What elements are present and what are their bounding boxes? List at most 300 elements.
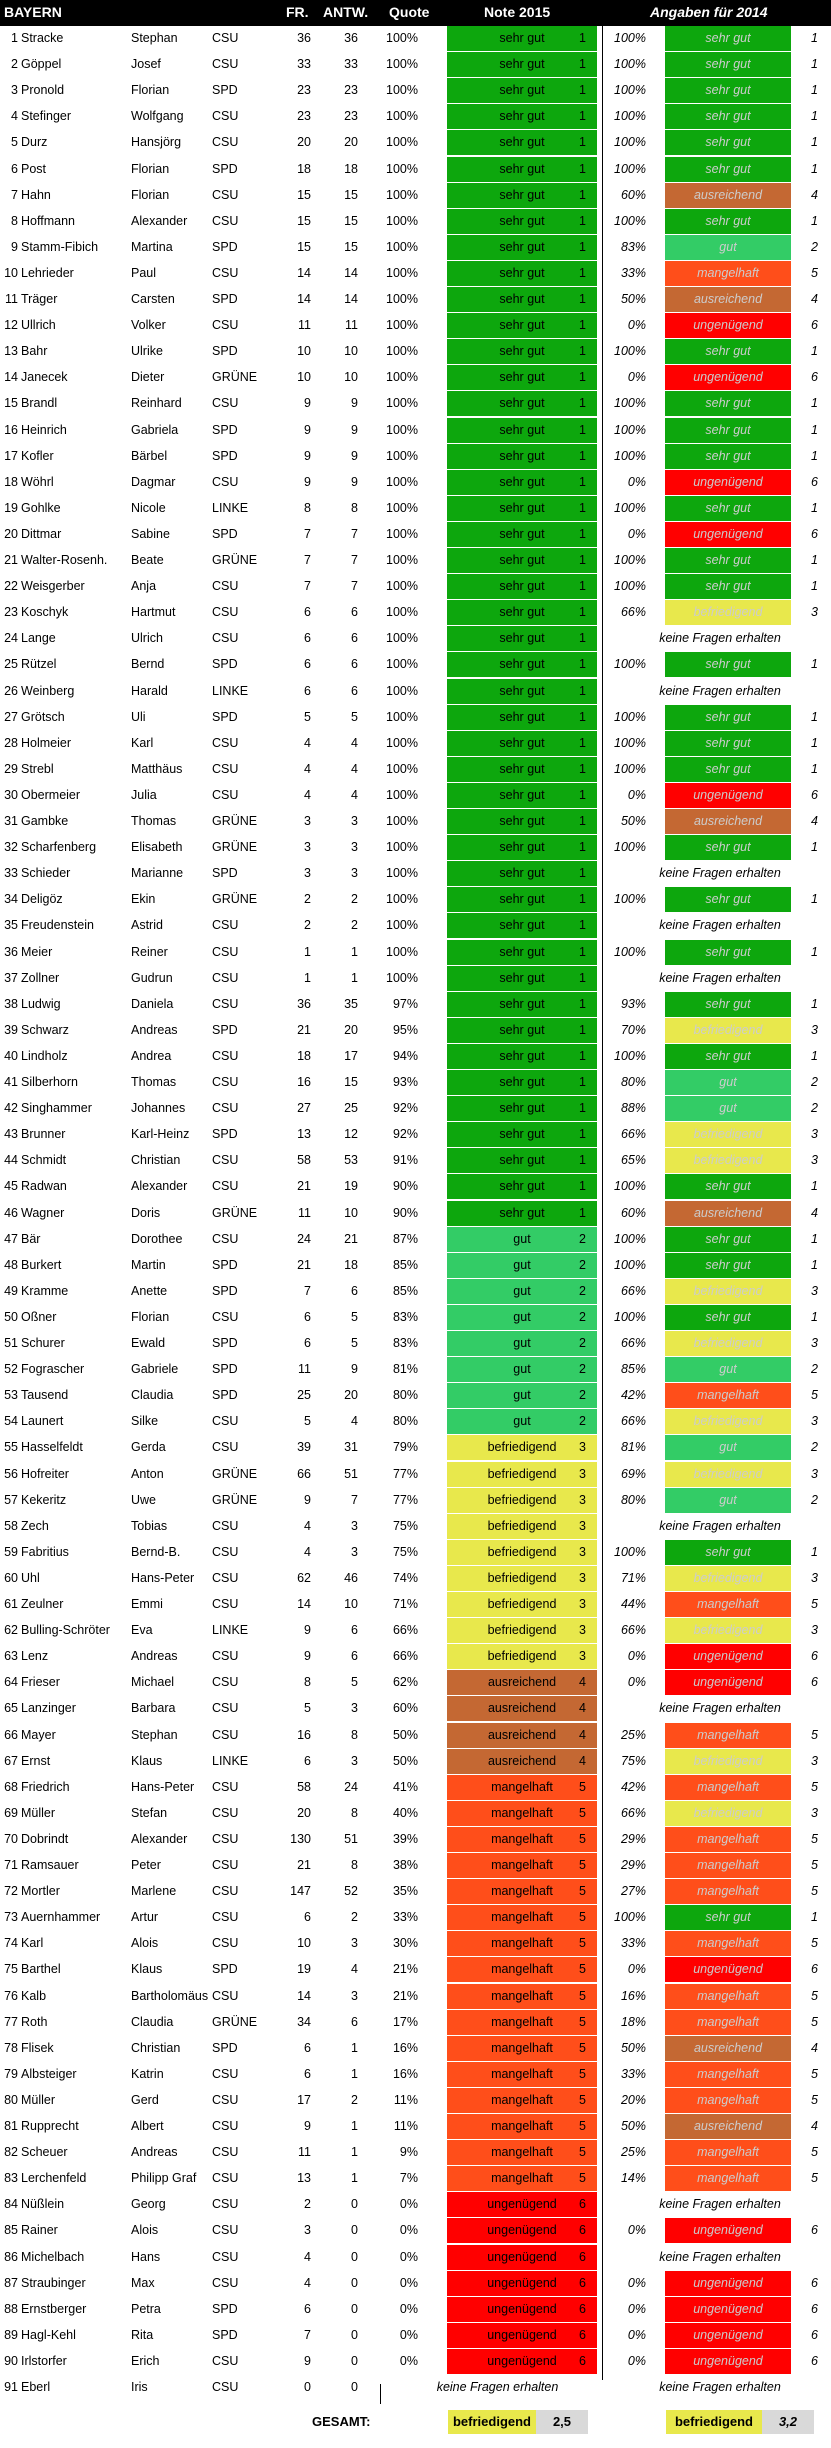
grade-2014-cell: ausreichend [665, 1201, 791, 1226]
answers-count: 15 [344, 239, 358, 254]
table-row [0, 2297, 831, 2323]
answer-rate-2014: 100% [614, 135, 646, 150]
questions-count: 9 [304, 2119, 311, 2133]
answers-count: 5 [351, 1309, 358, 1324]
questions-count: 4 [304, 2249, 311, 2264]
answer-rate: 97% [392, 996, 418, 1011]
member-party: CSU [212, 579, 239, 594]
grade-2014-number: 4 [811, 2040, 818, 2055]
row-number: 5 [11, 135, 18, 150]
member-party: SPD [212, 292, 238, 306]
member-party: CSU [212, 213, 239, 228]
questions-count: 23 [297, 83, 311, 98]
answer-rate: 85% [392, 1283, 418, 1298]
answer-rate-2014: 100% [614, 1179, 646, 1194]
grade-2015-cell: sehr gut [447, 1148, 597, 1173]
member-lastname: Kramme [21, 1283, 69, 1298]
grade-2015-cell: gut [447, 1331, 597, 1356]
row-number: 29 [4, 761, 18, 776]
row-number: 31 [4, 814, 18, 828]
row-number: 86 [4, 2249, 18, 2264]
questions-count: 9 [304, 2353, 311, 2368]
answer-rate: 83% [392, 1336, 418, 1350]
member-party: CSU [212, 2275, 239, 2290]
answer-rate-2014: 0% [627, 1675, 646, 1690]
grade-2014-number: 4 [811, 2119, 818, 2133]
grade-2014-number: 1 [811, 422, 818, 437]
grade-2015-cell: sehr gut [447, 1018, 597, 1043]
answers-count: 2 [351, 918, 358, 933]
member-lastname: Weisgerber [21, 579, 85, 594]
answer-rate: 100% [386, 265, 418, 280]
questions-count: 3 [304, 2223, 311, 2238]
member-party: CSU [212, 187, 239, 202]
member-firstname: Beate [131, 553, 164, 567]
grade-2014-cell: ausreichend [665, 2036, 791, 2061]
grade-2015-number: 1 [579, 57, 586, 72]
member-firstname: Alexander [131, 1831, 188, 1846]
grade-2015-number: 1 [579, 840, 586, 855]
member-firstname: Ewald [131, 1336, 166, 1350]
answers-count: 3 [351, 1544, 358, 1559]
row-number: 20 [4, 526, 18, 541]
answer-rate: 100% [386, 579, 418, 594]
answers-count: 19 [344, 1179, 358, 1194]
grade-2014-cell: sehr gut [665, 757, 791, 782]
answers-count: 0 [351, 2380, 358, 2394]
answer-rate: 77% [392, 1466, 418, 1481]
answers-count: 7 [351, 1492, 358, 1507]
member-lastname: Silberhorn [21, 1075, 78, 1089]
grade-2015-number: 3 [579, 1492, 586, 1507]
questions-count: 36 [297, 996, 311, 1011]
grade-2015-number: 2 [579, 1231, 586, 1246]
answer-rate-2014: 71% [620, 1570, 646, 1585]
member-party: CSU [212, 1440, 239, 1455]
table-row [0, 1174, 831, 1200]
member-firstname: Sabine [131, 526, 170, 541]
grade-2015-cell: mangelhaft [447, 2114, 597, 2139]
answers-count: 7 [351, 579, 358, 594]
row-number: 43 [4, 1127, 18, 1142]
member-party: CSU [212, 318, 239, 333]
answer-rate: 100% [386, 161, 418, 176]
answer-rate: 87% [392, 1231, 418, 1246]
member-lastname: Friedrich [21, 1779, 70, 1794]
grade-2015-number: 5 [579, 1858, 586, 1872]
grade-2015-number: 1 [579, 761, 586, 776]
answers-count: 15 [344, 213, 358, 228]
member-firstname: Ekin [131, 892, 156, 907]
member-party: CSU [212, 1936, 239, 1951]
answer-rate: 16% [392, 2040, 418, 2055]
answers-count: 2 [351, 1910, 358, 1925]
row-number: 75 [4, 1962, 18, 1977]
member-lastname: Auernhammer [21, 1910, 101, 1925]
questions-count: 14 [297, 1597, 311, 1611]
answers-count: 20 [344, 1022, 358, 1037]
member-lastname: Janecek [21, 370, 68, 385]
answer-rate: 50% [392, 1727, 418, 1742]
grade-2015-number: 1 [579, 1127, 586, 1142]
answers-count: 15 [344, 187, 358, 202]
table-row [0, 2245, 831, 2271]
table-row [0, 1018, 831, 1044]
answer-rate: 17% [392, 2014, 418, 2029]
table-row [0, 548, 831, 574]
member-party: CSU [212, 996, 239, 1011]
table-row [0, 887, 831, 913]
answer-rate-2014: 0% [627, 787, 646, 802]
answers-count: 6 [351, 631, 358, 646]
member-lastname: Hahn [21, 187, 51, 202]
answer-rate-2014: 33% [620, 2066, 646, 2081]
member-party: GRÜNE [212, 2014, 258, 2029]
member-lastname: Hoffmann [21, 213, 75, 228]
questions-count: 13 [297, 2171, 311, 2186]
answer-rate-2014: 66% [620, 605, 646, 620]
answer-rate-2014: 80% [620, 1492, 646, 1507]
answers-count: 24 [344, 1779, 358, 1794]
grade-2014-cell: befriedigend [665, 1801, 791, 1826]
grade-2015-number: 6 [579, 2275, 586, 2290]
answers-count: 8 [351, 1858, 358, 1872]
grade-2015-number: 1 [579, 1075, 586, 1089]
table-row [0, 313, 831, 339]
member-lastname: Zech [21, 1518, 49, 1533]
grade-2014-cell: ausreichend [665, 287, 791, 312]
grade-2014-number: 1 [811, 161, 818, 176]
member-firstname: Ulrike [131, 344, 163, 359]
answer-rate-2014: 14% [620, 2171, 646, 2186]
table-row [0, 1253, 831, 1279]
member-firstname: Georg [131, 2197, 166, 2212]
table-row [0, 209, 831, 235]
grade-2015-cell: gut [447, 1305, 597, 1330]
member-firstname: Alexander [131, 1179, 188, 1194]
row-number: 2 [11, 57, 18, 72]
member-lastname: Kofler [21, 448, 54, 463]
questions-count: 6 [304, 1336, 311, 1350]
answers-count: 1 [351, 2145, 358, 2160]
member-lastname: Kekeritz [21, 1492, 67, 1507]
answers-count: 8 [351, 1727, 358, 1742]
grade-2014-number: 5 [811, 1388, 818, 1403]
member-firstname: Marianne [131, 866, 184, 881]
member-firstname: Erich [131, 2353, 160, 2368]
grade-2014-number: 1 [811, 944, 818, 959]
grade-2014-cell: befriedigend [665, 1122, 791, 1147]
member-lastname: Zollner [21, 970, 60, 985]
total-label: GESAMT: [312, 2414, 371, 2429]
answer-rate: 100% [386, 318, 418, 333]
questions-count: 15 [297, 213, 311, 228]
answer-rate: 100% [386, 918, 418, 933]
table-row [0, 2271, 831, 2297]
grade-2015-number: 5 [579, 2014, 586, 2029]
member-lastname: Kalb [21, 1988, 47, 2003]
grade-2015-cell: sehr gut [447, 887, 597, 912]
table-header [0, 0, 831, 26]
grade-2015-cell: ungenügend [447, 2297, 597, 2322]
grade-2014-cell: sehr gut [665, 835, 791, 860]
grade-2014-number: 3 [811, 1623, 818, 1638]
member-firstname: Hans-Peter [131, 1779, 195, 1794]
grade-2015-number: 1 [579, 709, 586, 724]
member-firstname: Eva [131, 1623, 153, 1638]
table-row [0, 1462, 831, 1488]
member-firstname: Hartmut [131, 605, 176, 620]
row-number: 12 [4, 318, 18, 333]
row-number: 76 [4, 1988, 18, 2003]
grade-2015-number: 6 [579, 2197, 586, 2212]
answer-rate-2014: 27% [620, 1884, 646, 1899]
questions-count: 4 [304, 787, 311, 802]
grade-2015-number: 1 [579, 344, 586, 359]
row-number: 47 [4, 1231, 18, 1246]
questions-count: 21 [297, 1858, 311, 1872]
grade-2014-number: 5 [811, 1597, 818, 1611]
member-firstname: Hans [131, 2249, 161, 2264]
answers-count: 5 [351, 709, 358, 724]
grade-2015-cell: befriedigend [447, 1462, 597, 1487]
grade-2015-cell: sehr gut [447, 626, 597, 651]
member-party: CSU [212, 1518, 239, 1533]
grade-2015-cell: mangelhaft [447, 1853, 597, 1878]
row-number: 48 [4, 1257, 18, 1272]
member-party: CSU [212, 396, 239, 411]
answers-count: 23 [344, 109, 358, 124]
answer-rate: 79% [392, 1440, 418, 1455]
grade-2015-cell: sehr gut [447, 522, 597, 547]
grade-2015-number: 1 [579, 996, 586, 1011]
member-firstname: Philipp Graf [131, 2171, 197, 2186]
member-lastname: Schieder [21, 866, 71, 881]
row-number: 87 [4, 2275, 18, 2290]
answer-rate: 90% [392, 1179, 418, 1194]
grade-2014-cell: ungenügend [665, 313, 791, 338]
questions-count: 14 [297, 1988, 311, 2003]
table-row [0, 1827, 831, 1853]
table-row [0, 1357, 831, 1383]
questions-count: 2 [304, 918, 311, 933]
answer-rate-2014: 75% [620, 1753, 646, 1768]
member-party: CSU [212, 1048, 239, 1063]
answer-rate: 38% [392, 1858, 418, 1872]
member-party: CSU [212, 1831, 239, 1846]
row-number: 82 [4, 2145, 18, 2160]
member-party: CSU [212, 1988, 239, 2003]
grade-2015-number: 5 [579, 1779, 586, 1794]
member-lastname: Müller [21, 1805, 56, 1820]
member-party: CSU [212, 265, 239, 280]
grade-2015-number: 1 [579, 970, 586, 985]
questions-count: 16 [297, 1075, 311, 1089]
table-row [0, 1775, 831, 1801]
table-row [0, 1749, 831, 1775]
grade-2015-number: 1 [579, 1101, 586, 1116]
member-lastname: Weinberg [21, 683, 75, 698]
grade-2014-cell: mangelhaft [665, 1984, 791, 2009]
table-row [0, 1201, 831, 1227]
answer-rate: 11% [393, 2092, 418, 2107]
no-questions-2014: keine Fragen erhalten [659, 2380, 781, 2394]
member-party: CSU [212, 2197, 239, 2212]
answers-count: 1 [351, 2040, 358, 2055]
answer-rate-2014: 81% [620, 1440, 646, 1455]
member-firstname: Max [131, 2275, 155, 2290]
answer-rate-2014: 33% [620, 265, 646, 280]
grade-2014-cell: gut [665, 1357, 791, 1382]
member-firstname: Silke [131, 1414, 159, 1429]
grade-2015-number: 4 [579, 1675, 586, 1690]
questions-count: 3 [304, 840, 311, 855]
questions-count: 14 [297, 292, 311, 306]
grade-2014-cell: ausreichend [665, 809, 791, 834]
answer-rate: 91% [392, 1153, 418, 1168]
grade-2015-number: 5 [579, 2119, 586, 2133]
grade-2014-number: 5 [811, 1727, 818, 1742]
answer-rate: 0% [399, 2223, 418, 2238]
member-firstname: Astrid [131, 918, 163, 933]
answers-count: 1 [351, 944, 358, 959]
row-number: 67 [4, 1753, 18, 1768]
member-firstname: Petra [131, 2301, 161, 2316]
grade-2014-cell: sehr gut [665, 339, 791, 364]
questions-count: 4 [304, 2275, 311, 2290]
member-lastname: Lindholz [21, 1048, 68, 1063]
questions-count: 9 [304, 474, 311, 489]
questions-count: 11 [298, 2145, 311, 2160]
row-number: 25 [4, 657, 18, 672]
member-party: CSU [212, 1805, 239, 1820]
answer-rate: 74% [392, 1570, 418, 1585]
table-row [0, 1070, 831, 1096]
grade-2014-cell: sehr gut [665, 731, 791, 756]
member-firstname: Carsten [131, 292, 175, 306]
grade-2015-cell: sehr gut [447, 183, 597, 208]
grade-2015-cell: sehr gut [447, 861, 597, 886]
member-firstname: Claudia [131, 2014, 174, 2029]
answers-count: 4 [351, 761, 358, 776]
answer-rate-2014: 42% [620, 1779, 646, 1794]
answer-rate: 100% [386, 970, 418, 985]
answers-count: 9 [351, 474, 358, 489]
row-number: 40 [4, 1048, 18, 1063]
answers-count: 9 [351, 422, 358, 437]
grade-2014-cell: befriedigend [665, 1618, 791, 1643]
member-party: CSU [212, 2223, 239, 2238]
questions-count: 6 [304, 683, 311, 698]
grade-2015-cell: ausreichend [447, 1749, 597, 1774]
header-note-2015: Note 2015 [484, 4, 551, 20]
grade-2014-number: 1 [811, 135, 818, 150]
member-party: GRÜNE [212, 814, 258, 828]
table-row [0, 1435, 831, 1461]
answer-rate: 100% [386, 944, 418, 959]
table-row [0, 2192, 831, 2218]
answer-rate: 100% [386, 735, 418, 750]
member-party: GRÜNE [212, 840, 258, 855]
grade-2014-number: 1 [811, 109, 818, 124]
answer-rate-2014: 100% [614, 1910, 646, 1925]
answer-rate: 35% [392, 1884, 418, 1899]
grade-2014-number: 3 [811, 1805, 818, 1820]
table-row [0, 783, 831, 809]
answer-rate: 94% [392, 1048, 418, 1063]
table-row [0, 1644, 831, 1670]
questions-count: 16 [297, 1727, 311, 1742]
grade-2015-number: 1 [579, 918, 586, 933]
row-number: 22 [4, 579, 18, 594]
questions-count: 21 [297, 1022, 311, 1037]
answers-count: 6 [351, 1623, 358, 1638]
grade-2014-number: 1 [811, 761, 818, 776]
table-row [0, 104, 831, 130]
grade-2014-cell: ungenügend [665, 2349, 791, 2374]
grade-2014-number: 5 [811, 2092, 818, 2107]
answer-rate: 100% [386, 448, 418, 463]
total-note-2015: befriedigend [448, 2410, 536, 2434]
answer-rate: 100% [386, 709, 418, 724]
answer-rate-2014: 0% [627, 1649, 646, 1664]
member-firstname: Dieter [131, 370, 165, 385]
grade-2014-cell: mangelhaft [665, 1383, 791, 1408]
grade-2014-cell: ungenügend [665, 1670, 791, 1695]
member-party: SPD [212, 1962, 238, 1977]
member-party: GRÜNE [212, 1466, 258, 1481]
grade-2014-number: 3 [811, 605, 818, 620]
member-firstname: Alois [131, 1936, 159, 1951]
row-number: 78 [4, 2040, 18, 2055]
member-lastname: Durz [21, 135, 48, 150]
table-row [0, 757, 831, 783]
grade-2014-cell: befriedigend [665, 1279, 791, 1304]
questions-count: 6 [304, 2301, 311, 2316]
grade-2015-number: 5 [579, 2040, 586, 2055]
member-firstname: Albert [131, 2119, 164, 2133]
answer-rate-2014: 60% [620, 187, 646, 202]
answers-count: 18 [344, 1257, 358, 1272]
table-row [0, 1931, 831, 1957]
grade-2014-cell: befriedigend [665, 1566, 791, 1591]
answers-count: 5 [351, 1336, 358, 1350]
grade-2014-number: 1 [811, 1257, 818, 1272]
row-number: 24 [4, 631, 18, 646]
answer-rate: 100% [386, 761, 418, 776]
grade-2014-number: 3 [811, 1414, 818, 1429]
row-number: 60 [4, 1570, 18, 1585]
grade-2015-cell: gut [447, 1409, 597, 1434]
grade-2015-number: 1 [579, 370, 586, 385]
grade-2014-number: 6 [811, 2327, 818, 2342]
answers-count: 10 [344, 344, 358, 359]
row-number: 57 [4, 1492, 18, 1507]
row-number: 88 [4, 2301, 18, 2316]
questions-count: 11 [298, 1362, 311, 1377]
grade-2014-number: 6 [811, 1649, 818, 1664]
answer-rate-2014: 0% [627, 1962, 646, 1977]
grade-2015-cell: sehr gut [447, 809, 597, 834]
grade-2015-cell: gut [447, 1357, 597, 1382]
member-party: SPD [212, 2040, 238, 2055]
answer-rate: 100% [386, 814, 418, 828]
answer-rate-2014: 0% [627, 370, 646, 385]
grade-2015-number: 2 [579, 1414, 586, 1429]
questions-count: 2 [304, 2197, 311, 2212]
questions-count: 5 [304, 1701, 311, 1716]
member-firstname: Gerd [131, 2092, 159, 2107]
